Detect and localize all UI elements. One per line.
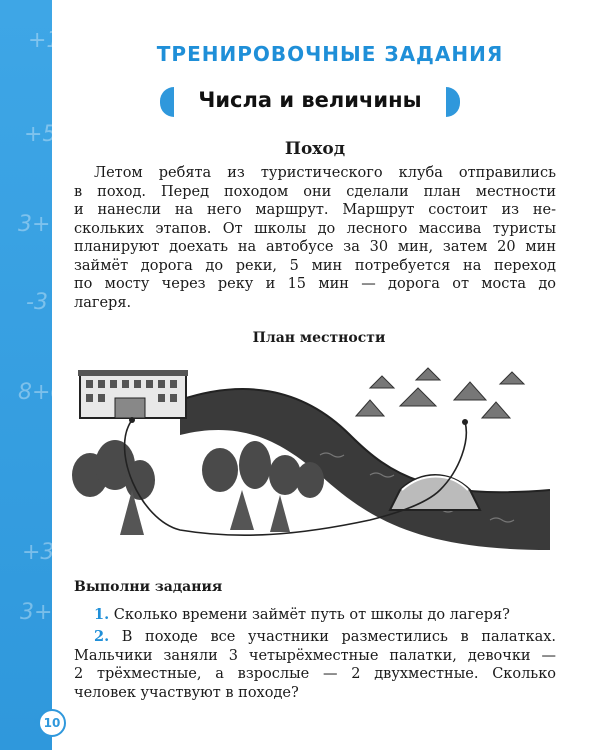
decor-digit: +1 (28, 28, 61, 53)
section-title: ТРЕНИРОВОЧНЫЕ ЗАДАНИЯ (156, 42, 504, 66)
task-text: В походе все участники разместились в палатках. (121, 629, 557, 645)
tent-group (356, 368, 524, 418)
story-line: лагеря. (74, 294, 132, 311)
topic-banner (160, 85, 460, 119)
topic-title: Числа и величины (198, 88, 422, 112)
task-line: человек участвуют в походе? (74, 684, 299, 701)
story-title: Поход (284, 139, 346, 159)
decor-digit: -3 (26, 290, 48, 315)
route-point (129, 417, 135, 423)
route-point (462, 419, 468, 425)
story-line: в поход. Перед походом они сделали план местности (74, 183, 556, 200)
decor-digit: 3+3 (20, 600, 67, 625)
story-line: Летом ребята из туристического клуба отправились (94, 165, 556, 181)
decor-digit: +3 (22, 540, 55, 565)
task-text: Сколько времени займёт путь от школы до лагеря? (113, 607, 510, 623)
task-line (74, 628, 556, 647)
banner-cap-left (160, 87, 174, 117)
task-line (74, 606, 556, 625)
task-number: 1. (94, 606, 110, 623)
side-decor-band (0, 0, 67, 750)
map-title: План местности (252, 330, 386, 346)
task-2 (74, 628, 556, 702)
page-number: 10 (38, 709, 66, 737)
decor-digit: +5 (24, 122, 57, 147)
story-line: по мосту через реку и 15 мин — дорога от моста до (74, 276, 556, 292)
story-line: скольких этапов. От школы до лесного массива туристы (74, 220, 556, 237)
tasks-title: Выполни задания (74, 579, 223, 595)
banner-cap-right (446, 87, 460, 117)
decor-digit: 8+0 (18, 380, 65, 405)
story-line: планируют доехать на автобусе за 30 мин, затем 20 мин (74, 239, 556, 255)
task-1 (74, 606, 556, 625)
task-number: 2. (94, 628, 110, 645)
task-line: Мальчики заняли 3 четырёхместные палатки, девочки — (74, 647, 556, 664)
decor-digit: 3+ (18, 212, 51, 237)
forest (72, 440, 324, 535)
task-line: 2 трёхместные, а взрослые — 2 двухместные. Сколько (74, 666, 556, 682)
story-line: и нанесли на него маршрут. Маршрут состоит из не- (74, 202, 556, 218)
story-line: займёт дорога до реки, 5 мин потребуется на переход (74, 257, 556, 274)
story-paragraph (74, 164, 556, 312)
school-building (78, 370, 188, 418)
terrain-map-illustration (70, 360, 550, 550)
